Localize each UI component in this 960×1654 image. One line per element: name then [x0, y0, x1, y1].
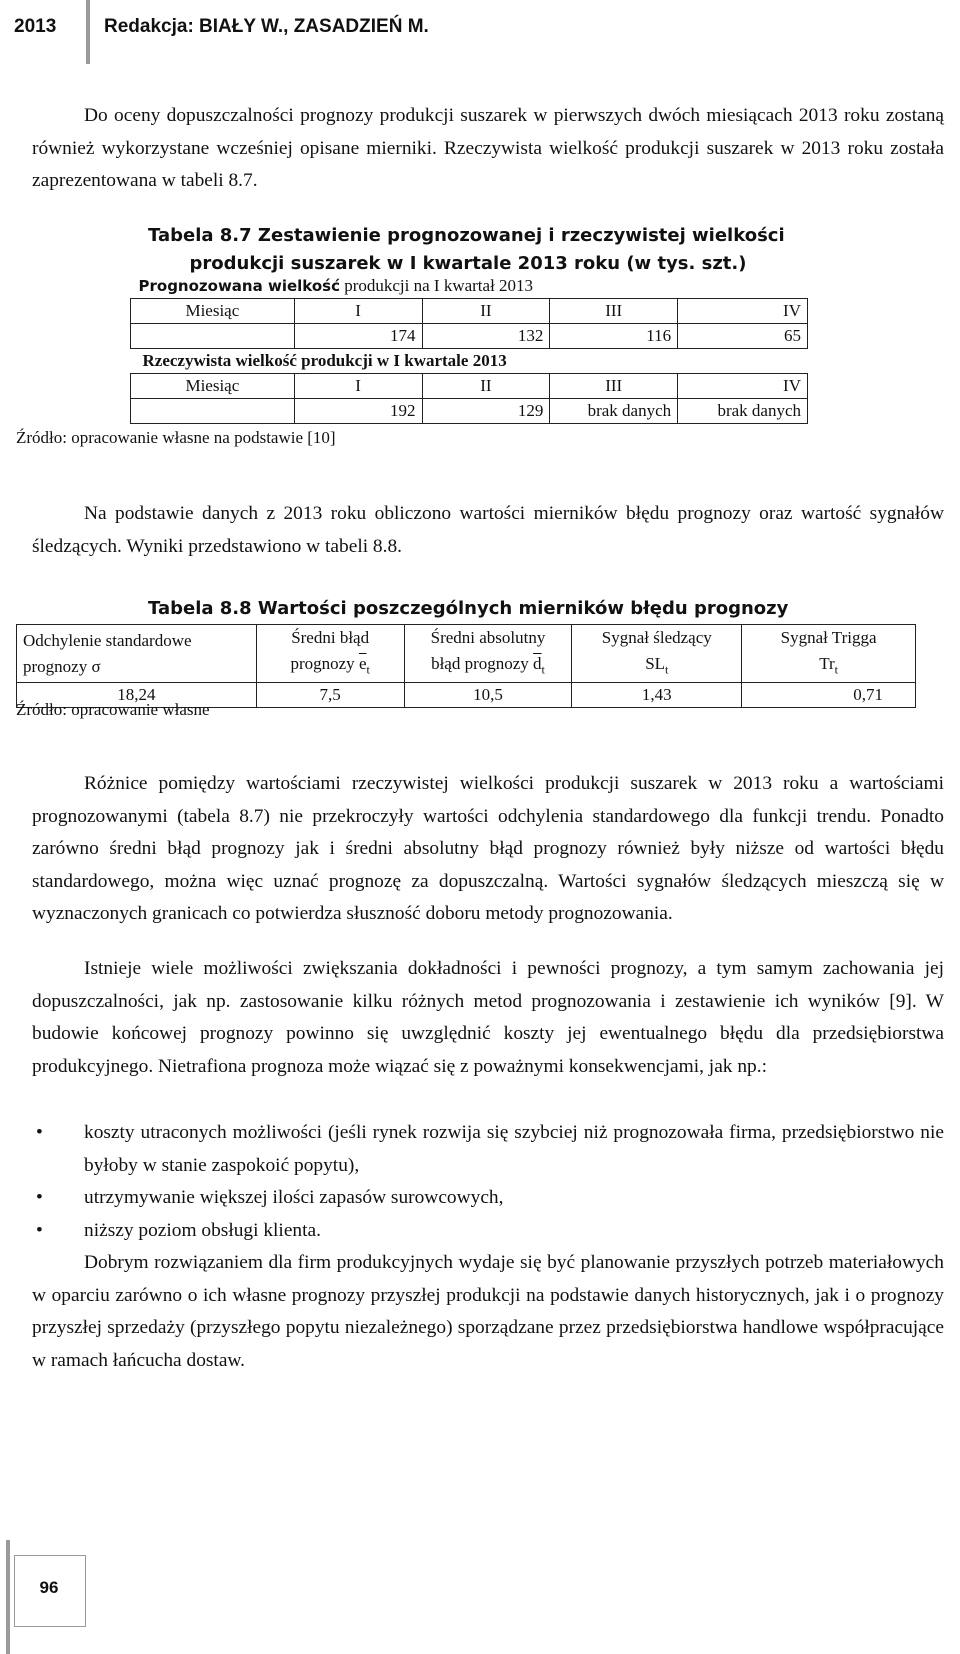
table-8-7-section2-title: Rzeczywista wielkość produkcji w I kwartale 2013: [131, 349, 808, 374]
month-cell: I: [294, 374, 422, 399]
paragraph-discussion: Różnice pomiędzy wartościami rzeczywistej wielkości produkcji suszarek w 2013 roku a wartościami prognozowanymi (tabela 8.7) nie przekroczyły wartości odchylenia standardowego dla funkcji trendu. Ponadto zarówno średni błąd prognozy jak i średni absolutny błąd prognozy również były niższe od wartości błędu standardowego, można więc uznać prognozę za dopuszczalną. Wartości sygnałów śledzących mieszczą się w wyznaczonych granicach co potwierdza słuszność doboru metody prognozowania.: [32, 773, 944, 924]
actual-cell: brak danych: [678, 399, 808, 424]
footer-divider: [6, 1540, 10, 1654]
table-8-7-caption-line2: produkcji suszarek w I kwartale 2013 roku (w tys. szt.): [189, 253, 747, 274]
forecast-cell: 65: [678, 324, 808, 349]
list-item: • utrzymywanie większej ilości zapasów surowcowych,: [32, 1182, 944, 1215]
header-mean-error: Średni błąd prognozy $\overline{e}_t$: [256, 625, 404, 683]
value-cell: 1,43: [572, 683, 742, 708]
month-cell: I: [294, 299, 422, 324]
header-divider: [86, 0, 90, 64]
actual-cell: 192: [294, 399, 422, 424]
header-tracking-signal: Sygnał śledzący $SL_t$: [572, 625, 742, 683]
bullet-icon: •: [36, 1122, 43, 1143]
bullet-icon: •: [36, 1219, 43, 1241]
actual-cell: 129: [422, 399, 550, 424]
table-8-8-header-row: [17, 625, 916, 683]
empty-cell: [131, 399, 295, 424]
value-cell: 7,5: [256, 683, 404, 708]
header-year: 2013: [14, 16, 57, 37]
value-cell: 0,71: [742, 683, 916, 708]
month-cell: IV: [678, 374, 808, 399]
table-8-7-section1-title: Prognozowana wielkość produkcji na I kwartał 2013: [131, 274, 808, 299]
table-8-7-actual-row: [131, 399, 808, 424]
list-item: • niższy poziom obsługi klienta.: [32, 1215, 944, 1248]
table-8-7-caption: [148, 222, 788, 278]
table-8-8: [16, 624, 916, 708]
bullet-icon: •: [36, 1187, 43, 1208]
month-cell: II: [422, 374, 550, 399]
month-label: Miesiąc: [131, 374, 295, 399]
header-trigg-signal: Sygnał Trigga $Tr_t$: [742, 625, 916, 683]
paragraph-results: Na podstawie danych z 2013 roku obliczono wartości mierników błędu prognozy oraz wartość sygnałów śledzących. Wyniki przedstawiono w tabeli 8.8.: [32, 503, 944, 557]
month-label: Miesiąc: [131, 299, 295, 324]
header-editors: Redakcja: BIAŁY W., ZASADZIEŃ M.: [104, 16, 429, 37]
table-8-7-source: Źródło: opracowanie własne na podstawie [10]: [16, 428, 336, 447]
table-8-7-months-row: [131, 299, 808, 324]
forecast-cell: 116: [550, 324, 678, 349]
table-8-7-months-row-2: [131, 374, 808, 399]
page-header: [0, 0, 960, 64]
page-number: 96: [39, 1578, 59, 1597]
forecast-cell: 132: [422, 324, 550, 349]
paragraph-intro: Do oceny dopuszczalności prognozy produkcji suszarek w pierwszych dwóch miesiącach 2013 roku zostaną również wykorzystane wcześniej opisane mierniki. Rzeczywista wielkość produkcji suszarek w 2013 roku została zaprezentowana w tabeli 8.7.: [32, 105, 944, 191]
table-8-7-section1-title-row: [131, 274, 808, 299]
month-cell: II: [422, 299, 550, 324]
actual-cell: brak danych: [550, 399, 678, 424]
table-8-8-source: Źródło: opracowanie własne: [16, 700, 210, 719]
month-cell: III: [550, 299, 678, 324]
table-8-7: [130, 274, 808, 424]
table-8-7-caption-line1: Tabela 8.7 Zestawienie prognozowanej i rzeczywistej wielkości: [148, 225, 785, 246]
forecast-cell: 174: [294, 324, 422, 349]
table-8-8-caption: Tabela 8.8 Wartości poszczególnych mierników błędu prognozy: [148, 598, 789, 619]
table-8-7-section2-title-row: [131, 349, 808, 374]
value-cell: 18,24: [17, 683, 257, 708]
list-item: • koszty utraconych możliwości (jeśli rynek rozwija się szybciej niż prognozowała firma, przedsiębiorstwo nie byłoby w stanie zaspokoić popytu),: [32, 1117, 944, 1182]
header-mean-abs-error: Średni absolutny błąd prognozy $\overline{d}_t$: [404, 625, 572, 683]
header-std-dev: Odchylenie standardowe prognozy σ: [17, 625, 257, 683]
month-cell: III: [550, 374, 678, 399]
paragraph-accuracy: Istnieje wiele możliwości zwiększania dokładności i pewności prognozy, a tym samym zachowania jej dopuszczalności, jak np. zastosowanie kilku różnych metod prognozowania i zestawienie ich wyników [9]. W budowie końcowej prognozy powinno się uwzględnić koszty jej ewentualnego błędu dla przedsiębiorstwa produkcyjnego. Nietrafiona prognoza może wiązać się z poważnymi konsekwencjami, jak np.:: [32, 958, 944, 1077]
paragraph-conclusion: Dobrym rozwiązaniem dla firm produkcyjnych wydaje się być planowanie przyszłych potrzeb materiałowych w oparciu zarówno o ich własne prognozy przyszłej produkcji na podstawie danych historycznych, jak i o prognozy przyszłej sprzedaży (przyszłego popytu niezależnego) sporządzane przez przedsiębiorstwa handlowe współpracujące w ramach łańcucha dostaw.: [32, 1252, 944, 1371]
table-8-7-forecast-row: [131, 324, 808, 349]
month-cell: IV: [678, 299, 808, 324]
value-cell: 10,5: [404, 683, 572, 708]
consequences-list: [32, 1117, 944, 1247]
empty-cell: [131, 324, 295, 349]
